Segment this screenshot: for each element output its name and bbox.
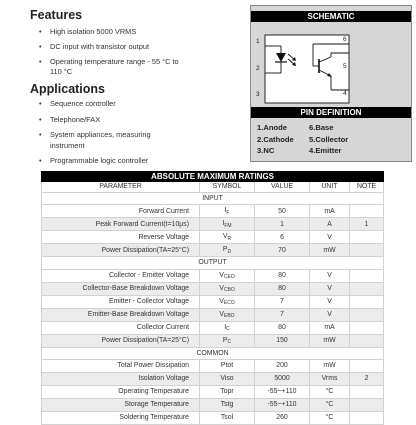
feature-item: • DC input with transistor output bbox=[30, 42, 245, 52]
schematic-diagram bbox=[255, 33, 351, 104]
parameter-cell: Storage Temperature bbox=[42, 398, 200, 411]
value-cell: 80 bbox=[255, 321, 310, 334]
parameter-cell: Emitter-Base Breakdown Voltage bbox=[42, 308, 200, 321]
parameter-cell: Operating Temperature bbox=[42, 385, 200, 398]
application-item: • System appliances, measuring bbox=[30, 130, 245, 140]
symbol-cell bbox=[200, 385, 255, 398]
common-rows bbox=[42, 359, 384, 424]
parameter-cell: Collector - Emitter Voltage bbox=[42, 269, 200, 282]
value-cell: 7 bbox=[255, 308, 310, 321]
note-cell: 1 bbox=[350, 218, 384, 231]
unit-cell: V bbox=[310, 269, 350, 282]
symbol-text: V bbox=[222, 233, 228, 241]
value-cell: -55~+110 bbox=[255, 398, 310, 411]
symbol-cell bbox=[200, 205, 255, 218]
column-header-note: NOTE bbox=[350, 182, 384, 193]
symbol-cell bbox=[200, 244, 255, 257]
schematic-title: SCHEMATIC bbox=[251, 11, 411, 22]
symbol-text: V bbox=[219, 271, 224, 279]
unit-cell: °C bbox=[310, 411, 350, 424]
symbol-text: Viso bbox=[220, 374, 234, 382]
unit-cell: A bbox=[310, 218, 350, 231]
table-title-row bbox=[42, 172, 384, 182]
symbol-subscript: CEO bbox=[223, 274, 235, 280]
symbol-cell bbox=[200, 372, 255, 385]
table-row bbox=[42, 282, 384, 295]
feature-item: • Operating temperature range - 55 °C to bbox=[30, 57, 245, 67]
symbol-text: I bbox=[224, 323, 227, 331]
application-item: • Sequence controller bbox=[30, 99, 245, 109]
unit-cell: mA bbox=[310, 321, 350, 334]
table-row bbox=[42, 321, 384, 334]
column-header-value: VALUE bbox=[255, 182, 310, 193]
parameter-cell: Reverse Voltage bbox=[42, 231, 200, 244]
note-cell bbox=[350, 359, 384, 372]
column-header-symbol: SYMBOL bbox=[200, 182, 255, 193]
column-header-unit: UNIT bbox=[310, 182, 350, 193]
parameter-cell: Collector-Base Breakdown Voltage bbox=[42, 282, 200, 295]
unit-cell: V bbox=[310, 308, 350, 321]
optocoupler-symbol-icon bbox=[255, 33, 351, 104]
group-row-common bbox=[42, 347, 384, 359]
value-cell: 7 bbox=[255, 295, 310, 308]
symbol-cell bbox=[200, 334, 255, 347]
applications-heading: Applications bbox=[30, 82, 106, 96]
note-cell bbox=[350, 334, 384, 347]
pin-definition-item: 4.Emitter bbox=[309, 146, 342, 155]
unit-cell: mW bbox=[310, 334, 350, 347]
table-row bbox=[42, 359, 384, 372]
feature-item: • High isolation 5000 VRMS bbox=[30, 27, 245, 37]
note-cell bbox=[350, 398, 384, 411]
pin-definition-item: 3.NC bbox=[257, 146, 275, 155]
pin-definition-left bbox=[257, 122, 309, 157]
symbol-subscript: F bbox=[226, 209, 230, 216]
symbol-text: I bbox=[224, 207, 227, 215]
note-cell: 2 bbox=[350, 372, 384, 385]
parameter-cell: Forward Current bbox=[42, 205, 200, 218]
table-row bbox=[42, 244, 384, 257]
unit-cell: V bbox=[310, 231, 350, 244]
symbol-text: Tsol bbox=[220, 413, 234, 421]
table-row bbox=[42, 398, 384, 411]
value-cell: 200 bbox=[255, 359, 310, 372]
table-row bbox=[42, 411, 384, 424]
note-cell bbox=[350, 205, 384, 218]
group-label: COMMON bbox=[42, 347, 384, 359]
parameter-cell: Peak Forward Current(t=10μs) bbox=[42, 218, 200, 231]
pin-definition-item: 2.Cathode bbox=[257, 134, 294, 144]
features-list bbox=[30, 27, 245, 82]
symbol-text: Ptot bbox=[220, 361, 234, 369]
parameter-cell: Soldering Temperature bbox=[42, 411, 200, 424]
symbol-cell bbox=[200, 231, 255, 244]
symbol-text: Tstg bbox=[220, 400, 234, 408]
symbol-subscript: FM bbox=[224, 222, 232, 229]
symbol-cell bbox=[200, 218, 255, 231]
symbol-subscript: D bbox=[227, 248, 232, 255]
symbol-text: V bbox=[219, 297, 224, 305]
symbol-subscript: EBO bbox=[224, 313, 235, 319]
input-rows bbox=[42, 205, 384, 257]
pin-definition-title: PIN DEFINITION bbox=[251, 107, 411, 118]
table-row bbox=[42, 334, 384, 347]
schematic-panel bbox=[250, 5, 412, 162]
pin-definition-item: 6.Base bbox=[309, 123, 334, 132]
note-cell bbox=[350, 244, 384, 257]
symbol-subscript: ECO bbox=[223, 300, 235, 306]
features-heading: Features bbox=[30, 8, 83, 22]
column-header-parameter: PARAMETER bbox=[42, 182, 200, 193]
table-row bbox=[42, 295, 384, 308]
absolute-maximum-ratings-table bbox=[41, 171, 384, 425]
parameter-cell: Isolation Voltage bbox=[42, 372, 200, 385]
symbol-cell bbox=[200, 398, 255, 411]
note-cell bbox=[350, 295, 384, 308]
table-row bbox=[42, 205, 384, 218]
note-cell bbox=[350, 231, 384, 244]
group-row-output bbox=[42, 257, 384, 269]
application-item-continued: instrument bbox=[50, 140, 85, 150]
pin-number: 2 bbox=[256, 65, 260, 72]
pin-number: 6 bbox=[343, 36, 347, 43]
application-item: • Telephone/FAX bbox=[30, 115, 245, 125]
symbol-text: V bbox=[219, 284, 224, 292]
symbol-cell bbox=[200, 321, 255, 334]
value-cell: 50 bbox=[255, 205, 310, 218]
pin-number: 4 bbox=[343, 90, 347, 97]
pin-definition-item: 1.Anode bbox=[257, 123, 287, 132]
symbol-subscript: CBO bbox=[223, 287, 235, 293]
table-row bbox=[42, 231, 384, 244]
table-title: ABSOLUTE MAXIMUM RATINGS bbox=[42, 172, 384, 182]
group-row-input bbox=[42, 193, 384, 205]
parameter-cell: Emitter - Collector Voltage bbox=[42, 295, 200, 308]
symbol-cell bbox=[200, 282, 255, 295]
table-row bbox=[42, 372, 384, 385]
unit-cell: °C bbox=[310, 385, 350, 398]
group-label: OUTPUT bbox=[42, 257, 384, 269]
symbol-text: Topr bbox=[220, 387, 234, 395]
note-cell bbox=[350, 411, 384, 424]
unit-cell: mA bbox=[310, 205, 350, 218]
value-cell: 5000 bbox=[255, 372, 310, 385]
symbol-cell bbox=[200, 359, 255, 372]
symbol-text: P bbox=[222, 246, 228, 254]
pin-definition-right bbox=[309, 122, 364, 157]
note-cell bbox=[350, 269, 384, 282]
note-cell bbox=[350, 308, 384, 321]
symbol-text: V bbox=[219, 310, 225, 318]
pin-definition-item: 5.Collector bbox=[309, 134, 349, 144]
parameter-cell: Total Power Dissipation bbox=[42, 359, 200, 372]
value-cell: 80 bbox=[255, 282, 310, 295]
unit-cell: V bbox=[310, 295, 350, 308]
value-cell: 6 bbox=[255, 231, 310, 244]
symbol-cell bbox=[200, 411, 255, 424]
unit-cell: mW bbox=[310, 359, 350, 372]
parameter-cell: Power Dissipation(TA=25°C) bbox=[42, 244, 200, 257]
symbol-subscript: C bbox=[227, 339, 232, 345]
symbol-subscript: C bbox=[226, 326, 230, 332]
symbol-text: I bbox=[222, 220, 225, 228]
unit-cell: mW bbox=[310, 244, 350, 257]
output-rows bbox=[42, 269, 384, 347]
unit-cell: °C bbox=[310, 398, 350, 411]
value-cell: 70 bbox=[255, 244, 310, 257]
note-cell bbox=[350, 385, 384, 398]
note-cell bbox=[350, 282, 384, 295]
value-cell: 1 bbox=[255, 218, 310, 231]
pin-number: 3 bbox=[256, 91, 260, 98]
parameter-cell: Collector Current bbox=[42, 321, 200, 334]
table-row bbox=[42, 269, 384, 282]
parameter-cell: Power Dissipation(TA=25°C) bbox=[42, 334, 200, 347]
unit-cell: Vrms bbox=[310, 372, 350, 385]
feature-item-continued: 110 °C bbox=[50, 67, 73, 77]
application-item: • Programmable logic controller bbox=[30, 156, 245, 166]
table-header-row bbox=[42, 182, 384, 193]
value-cell: 150 bbox=[255, 334, 310, 347]
symbol-cell bbox=[200, 308, 255, 321]
table-row bbox=[42, 385, 384, 398]
group-label: INPUT bbox=[42, 193, 384, 205]
pin-number: 5 bbox=[343, 63, 347, 70]
symbol-cell bbox=[200, 295, 255, 308]
pin-number: 1 bbox=[256, 38, 260, 45]
table-row bbox=[42, 218, 384, 231]
unit-cell: V bbox=[310, 282, 350, 295]
symbol-cell bbox=[200, 269, 255, 282]
table-row bbox=[42, 308, 384, 321]
symbol-text: P bbox=[222, 336, 228, 344]
value-cell: 80 bbox=[255, 269, 310, 282]
applications-list bbox=[30, 99, 245, 172]
value-cell: -55~+110 bbox=[255, 385, 310, 398]
symbol-subscript: R bbox=[227, 235, 232, 242]
value-cell: 260 bbox=[255, 411, 310, 424]
note-cell bbox=[350, 321, 384, 334]
